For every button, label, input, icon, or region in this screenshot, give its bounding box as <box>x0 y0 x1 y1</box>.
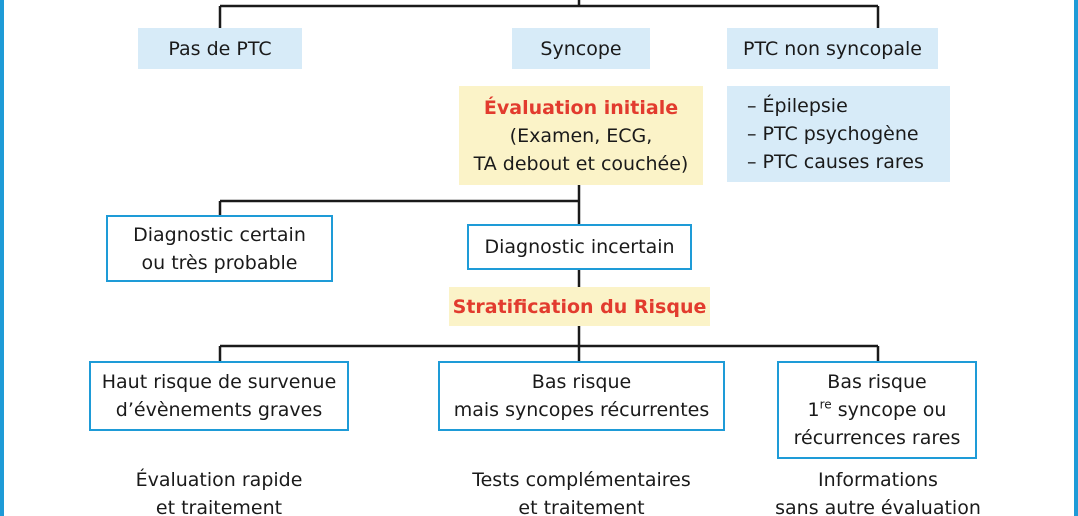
initial-evaluation-line1: (Examen, ECG, <box>509 124 653 147</box>
ptc-non-syncopal-box <box>727 28 938 69</box>
low-risk-first-rest: syncope ou <box>831 399 947 421</box>
initial-evaluation-box <box>459 86 703 185</box>
high-risk-action-line1: Évaluation rapide <box>135 469 303 491</box>
high-risk-box <box>89 361 349 431</box>
no-ptc-label: Pas de PTC <box>168 37 272 60</box>
low-risk-recurrent-action-line2: et traitement <box>518 497 645 516</box>
diagnosis-certain-line2: ou très probable <box>141 251 298 274</box>
risk-stratification-label: Stratification du Risque <box>452 295 707 318</box>
low-risk-recurrent-line1: Bas risque <box>531 371 632 393</box>
initial-evaluation-title: Évaluation initiale <box>483 96 679 119</box>
syncope-box <box>512 28 650 69</box>
low-risk-first-action-line1: Informations <box>818 469 938 491</box>
cause-epilepsy: – Épilepsie <box>747 95 848 117</box>
no-ptc-box <box>138 28 302 69</box>
low-risk-recurrent-action-line1: Tests complémentaires <box>472 469 691 491</box>
diagnosis-certain-line1: Diagnostic certain <box>133 223 306 246</box>
diagnosis-uncertain-label: Diagnostic incertain <box>484 236 675 258</box>
low-risk-first-number: 1 <box>807 399 820 421</box>
low-risk-first-action <box>760 466 996 516</box>
low-risk-first-action-line2: sans autre évaluation <box>775 497 981 516</box>
syncope-label: Syncope <box>540 37 622 60</box>
low-risk-recurrent-action <box>438 466 725 516</box>
low-risk-recurrent-line2: mais syncopes récurrentes <box>453 399 710 421</box>
initial-evaluation-line2: TA debout et couchée) <box>473 152 689 175</box>
risk-stratification-box <box>449 287 710 326</box>
high-risk-action-line2: et traitement <box>155 497 283 516</box>
cause-psychogenic: – PTC psychogène <box>747 123 919 145</box>
high-risk-line1: Haut risque de survenue <box>101 371 337 393</box>
low-risk-first-box <box>777 361 977 459</box>
diagnosis-uncertain-box <box>467 224 692 270</box>
ptc-non-syncopal-label: PTC non syncopale <box>743 37 922 60</box>
low-risk-recurrent-box <box>438 361 725 431</box>
low-risk-first-line2 <box>808 396 947 424</box>
high-risk-action <box>89 466 349 516</box>
low-risk-first-ordinal: re <box>819 397 832 412</box>
cause-rare: – PTC causes rares <box>747 151 924 173</box>
diagnosis-certain-box <box>106 215 333 282</box>
low-risk-first-line3: récurrences rares <box>793 427 961 449</box>
high-risk-line2: d’évènements graves <box>115 399 323 421</box>
non-syncopal-causes-box <box>727 86 950 182</box>
low-risk-first-line1: Bas risque <box>827 371 927 393</box>
